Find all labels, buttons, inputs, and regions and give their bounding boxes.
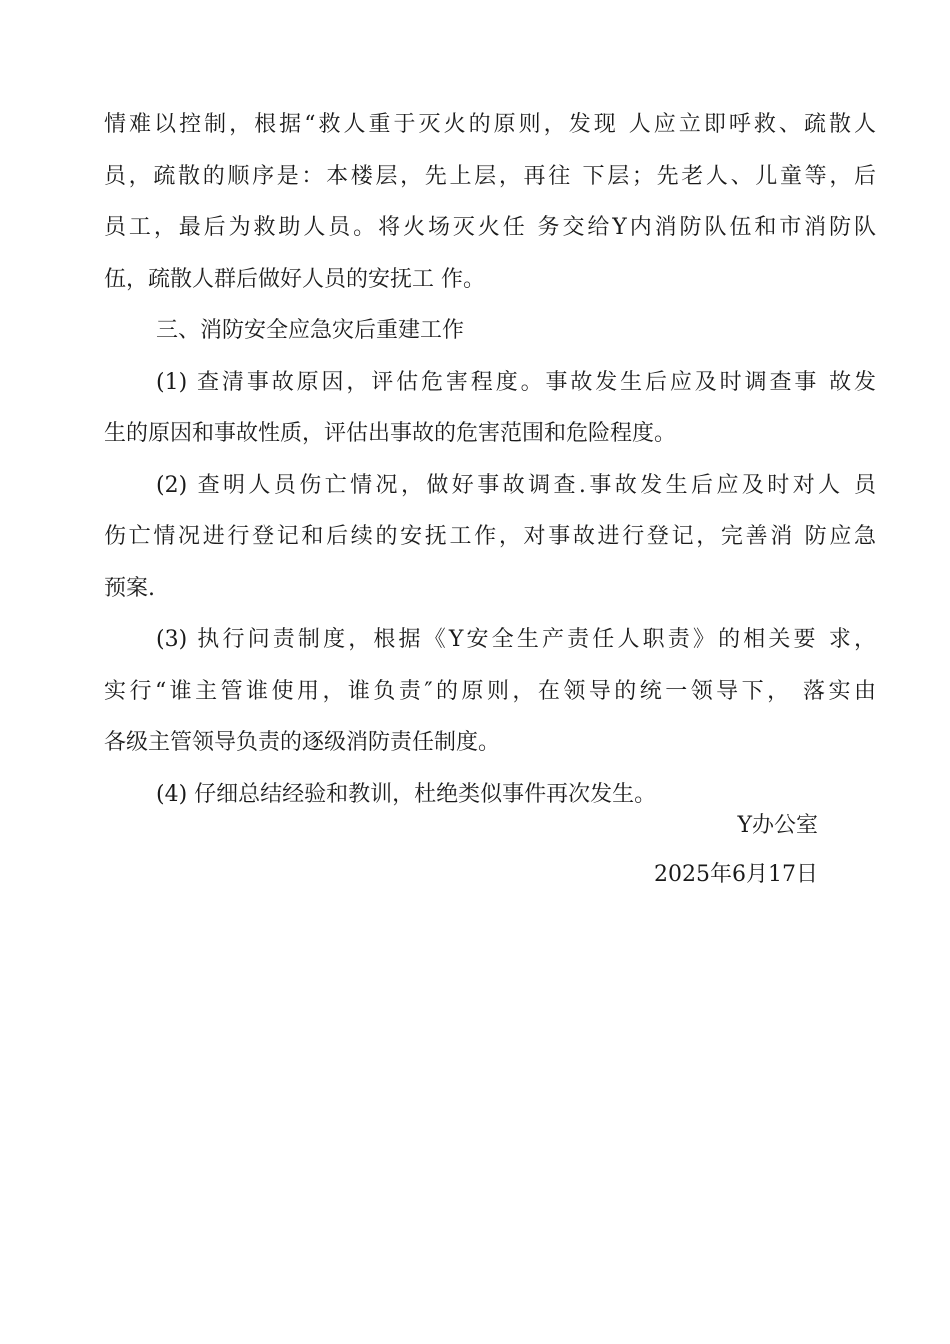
paragraph-line: 伤亡情况进行登记和后续的安抚工作，对事故进行登记，完善消 防应急	[104, 524, 876, 549]
paragraph-line: 员，疏散的顺序是：本楼层，先上层，再往 下层；先老人、儿童等，后	[104, 163, 876, 189]
paragraph-line: 各级主管领导负责的逐级消防责任制度。	[104, 730, 501, 755]
paragraph-line: (4) 仔细总结经验和教训，杜绝类似事件再次发生。	[156, 781, 657, 807]
signature-organization: Y办公室	[737, 813, 818, 838]
paragraph-line: 伍，疏散人群后做好人员的安抚工 作。	[104, 266, 485, 292]
paragraph-line: (1) 查清事故原因，评估危害程度。事故发生后应及时调查事 故发	[156, 369, 876, 395]
signature-date: 2025年6月17日	[654, 862, 818, 887]
paragraph-line: 实行“谁主管谁使用，谁负责″的原则，在领导的统一领导下， 落实由	[104, 678, 876, 704]
paragraph-line: 情难以控制，根据“救人重于灭火的原则，发现 人应立即呼救、疏散人	[104, 112, 876, 137]
paragraph-evacuation-continued	[104, 105, 876, 311]
paragraph-item-3	[104, 620, 876, 775]
paragraph-line: (3) 执行问责制度，根据《Y安全生产责任人职责》的相关要 求，	[156, 627, 876, 652]
paragraph-line: (2) 查明人员伤亡情况，做好事故调查.事故发生后应及时对人 员	[156, 472, 876, 498]
paragraph-item-2	[104, 466, 876, 621]
document-body	[104, 105, 876, 826]
section-heading-3	[104, 311, 876, 363]
section-heading-text: 三、消防安全应急灾后重建工作	[156, 318, 465, 343]
paragraph-line: 预案.	[104, 575, 155, 601]
paragraph-item-1	[104, 363, 876, 466]
paragraph-line: 生的原因和事故性质，评估出事故的危害范围和危险程度。	[104, 421, 677, 446]
paragraph-line: 员工，最后为救助人员。将火场灭火任 务交给Y内消防队伍和市消防队	[104, 215, 876, 240]
